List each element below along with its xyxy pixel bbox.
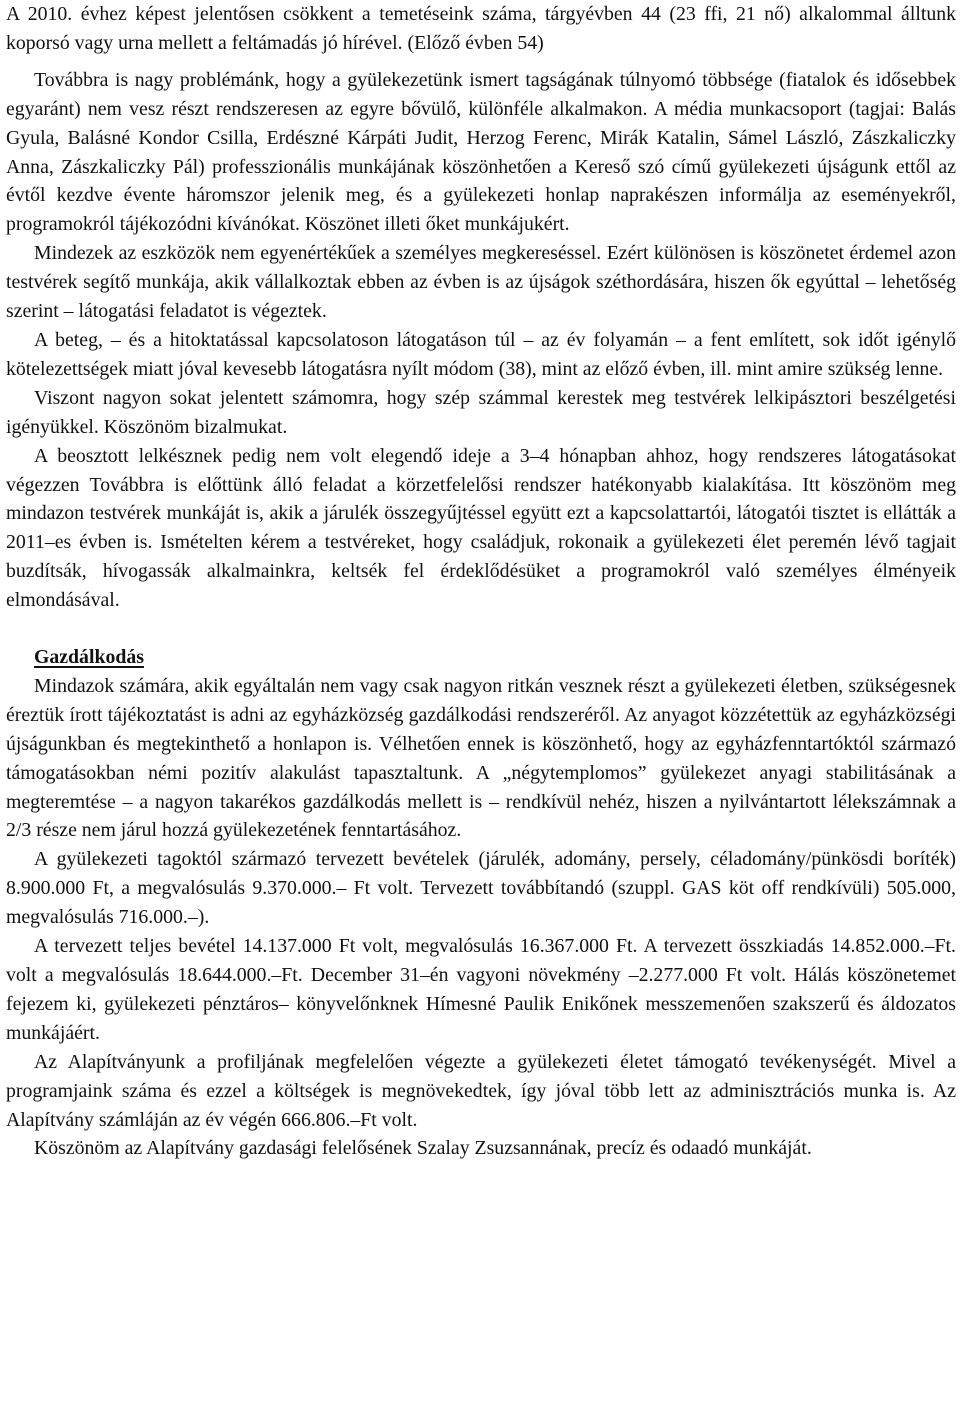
paragraph-total-income: A tervezett teljes bevétel 14.137.000 Ft volt, megvalósulás 16.367.000 Ft. A tervezett összkiadás 14.852.000.–Ft. volt a megvalósulás 18.644.000.–Ft. December 31–én vagyoni növekmény –2.277.000 Ft volt. Hálás köszönetemet fejezem ki, gyülekezeti pénztáros– könyvelőnknek Hímesné Paulik Enikőnek messzemenően szakszerű és áldozatos munkájáért.: [6, 935, 956, 1044]
section-heading-gazdalkodas: Gazdálkodás: [34, 646, 144, 669]
paragraph-thanks: Köszönöm az Alapítvány gazdasági felelősének Szalay Zsuzsannának, precíz és odaadó munkáját.: [34, 1137, 812, 1160]
paragraph-district-system: A beosztott lelkésznek pedig nem volt elegendő ideje a 3–4 hónapban ahhoz, hogy rendszeres látogatásokat végezzen Továbbra is előttünk álló feladat a körzetfelelősi rendszer hatékonyabb kialakítása. Itt köszönöm meg mindazon testvérek munkáját is, akik a járulék összegyűjtéssel együtt ezt a kapcsolattartói, látogatói tisztet is ellátták a 2011–es évben is. Ismételten kérem a testvéreket, hogy családjuk, rokonaik a gyülekezeti élet peremén lévő tagjait buzdítsák, hívogassák alkalmainkra, keltsék fel érdeklődésüket a programokról való személyes élményeik elmondásával.: [6, 444, 956, 612]
paragraph-visits: A beteg, – és a hitoktatással kapcsolatoson látogatáson túl – az év folyamán – a fent említett, sok időt igénylő kötelezettségek miatt jóval kevesebb látogatásra nyílt módom (38), mint az előző évben, ill. mint amire szükség lenne.: [6, 328, 956, 380]
paragraph-finance-info: Mindazok számára, akik egyáltalán nem vagy csak nagyon ritkán vesznek részt a gyülekezeti életben, szükségesnek éreztük írott tájékoztatást is adni az egyházközség gazdálkodási rendszeréről. Az anyagot közzétettük az egyházközségi újságunkban és megtekinthető a honlapon is. Vélhetően ennek is köszönhető, hogy az egyházfenntartóktól származó támogatásokban némi pozitív alakulást tapasztaltunk. A „négytemplomos” gyülekezet anyagi stabilitásának a megteremtése – a nagyon takarékos gazdálkodás mellett is – rendkívül nehéz, hiszen a nyilvántartott lélekszámnak a 2/3 része nem járul hozzá gyülekezetének fenntartásához.: [6, 674, 956, 842]
paragraph-foundation: Az Alapítványunk a profiljának megfelelően végezte a gyülekezeti életet támogató tevékenységét. Mivel a programjaink száma és ezzel a költségek is megnövekedtek, így jóval több lett az adminisztrációs munka is. Az Alapítvány számláján az év végén 666.806.–Ft volt.: [6, 1050, 956, 1131]
document-page: [6, 0, 956, 1163]
paragraph-funerals: A 2010. évhez képest jelentősen csökkent a temetéseink száma, tárgyévben 44 (23 ffi, 21 nő) alkalommal álltunk koporsó vagy urna mellett a feltámadás jó hírével. (Előző évben 54): [6, 3, 956, 54]
paragraph-pastoral-talks: Viszont nagyon sokat jelentett számomra, hogy szép számmal kerestek meg testvérek lelkipásztori beszélgetési igényükkel. Köszönöm bizalmukat.: [6, 386, 956, 438]
paragraph-membership-media: Továbbra is nagy problémánk, hogy a gyülekezetünk ismert tagságának túlnyomó többsége (fiatalok és idősebbek egyaránt) nem vesz részt rendszeresen az egyre bővülő, különféle alkalmakon. A média munkacsoport (tagjai: Balás Gyula, Balásné Kondor Csilla, Erdészné Kárpáti Judit, Herzog Ferenc, Mirák Katalin, Sámel László, Zászkaliczky Anna, Zászkaliczky Pál) professzionális munkájának köszönhetően a Kereső szó című gyülekezeti újságunk ettől az évtől kezdve évente háromszor jelenik meg, és a gyülekezeti honlap naprakészen informálja az eseményekről, programokról tájékozódni kívánókat. Köszönet illeti őket munkájukért.: [6, 68, 956, 236]
paragraph-personal-outreach: Mindezek az eszközök nem egyenértékűek a személyes megkereséssel. Ezért különösen is köszönetet érdemel azon testvérek segítő munkája, akik vállalkoztak ebben az évben is az újságok széthordására, hiszen ők egyúttal – lehetőség szerint – látogatási feladatot is végeztek.: [6, 242, 956, 323]
paragraph-planned-income: A gyülekezeti tagoktól származó tervezett bevételek (járulék, adomány, persely, céladomány/pünkösdi boríték) 8.900.000 Ft, a megvalósulás 9.370.000.– Ft volt. Tervezett továbbítandó (szuppl. GAS köt off rendkívüli) 505.000, megvalósulás 716.000.–).: [6, 848, 956, 929]
